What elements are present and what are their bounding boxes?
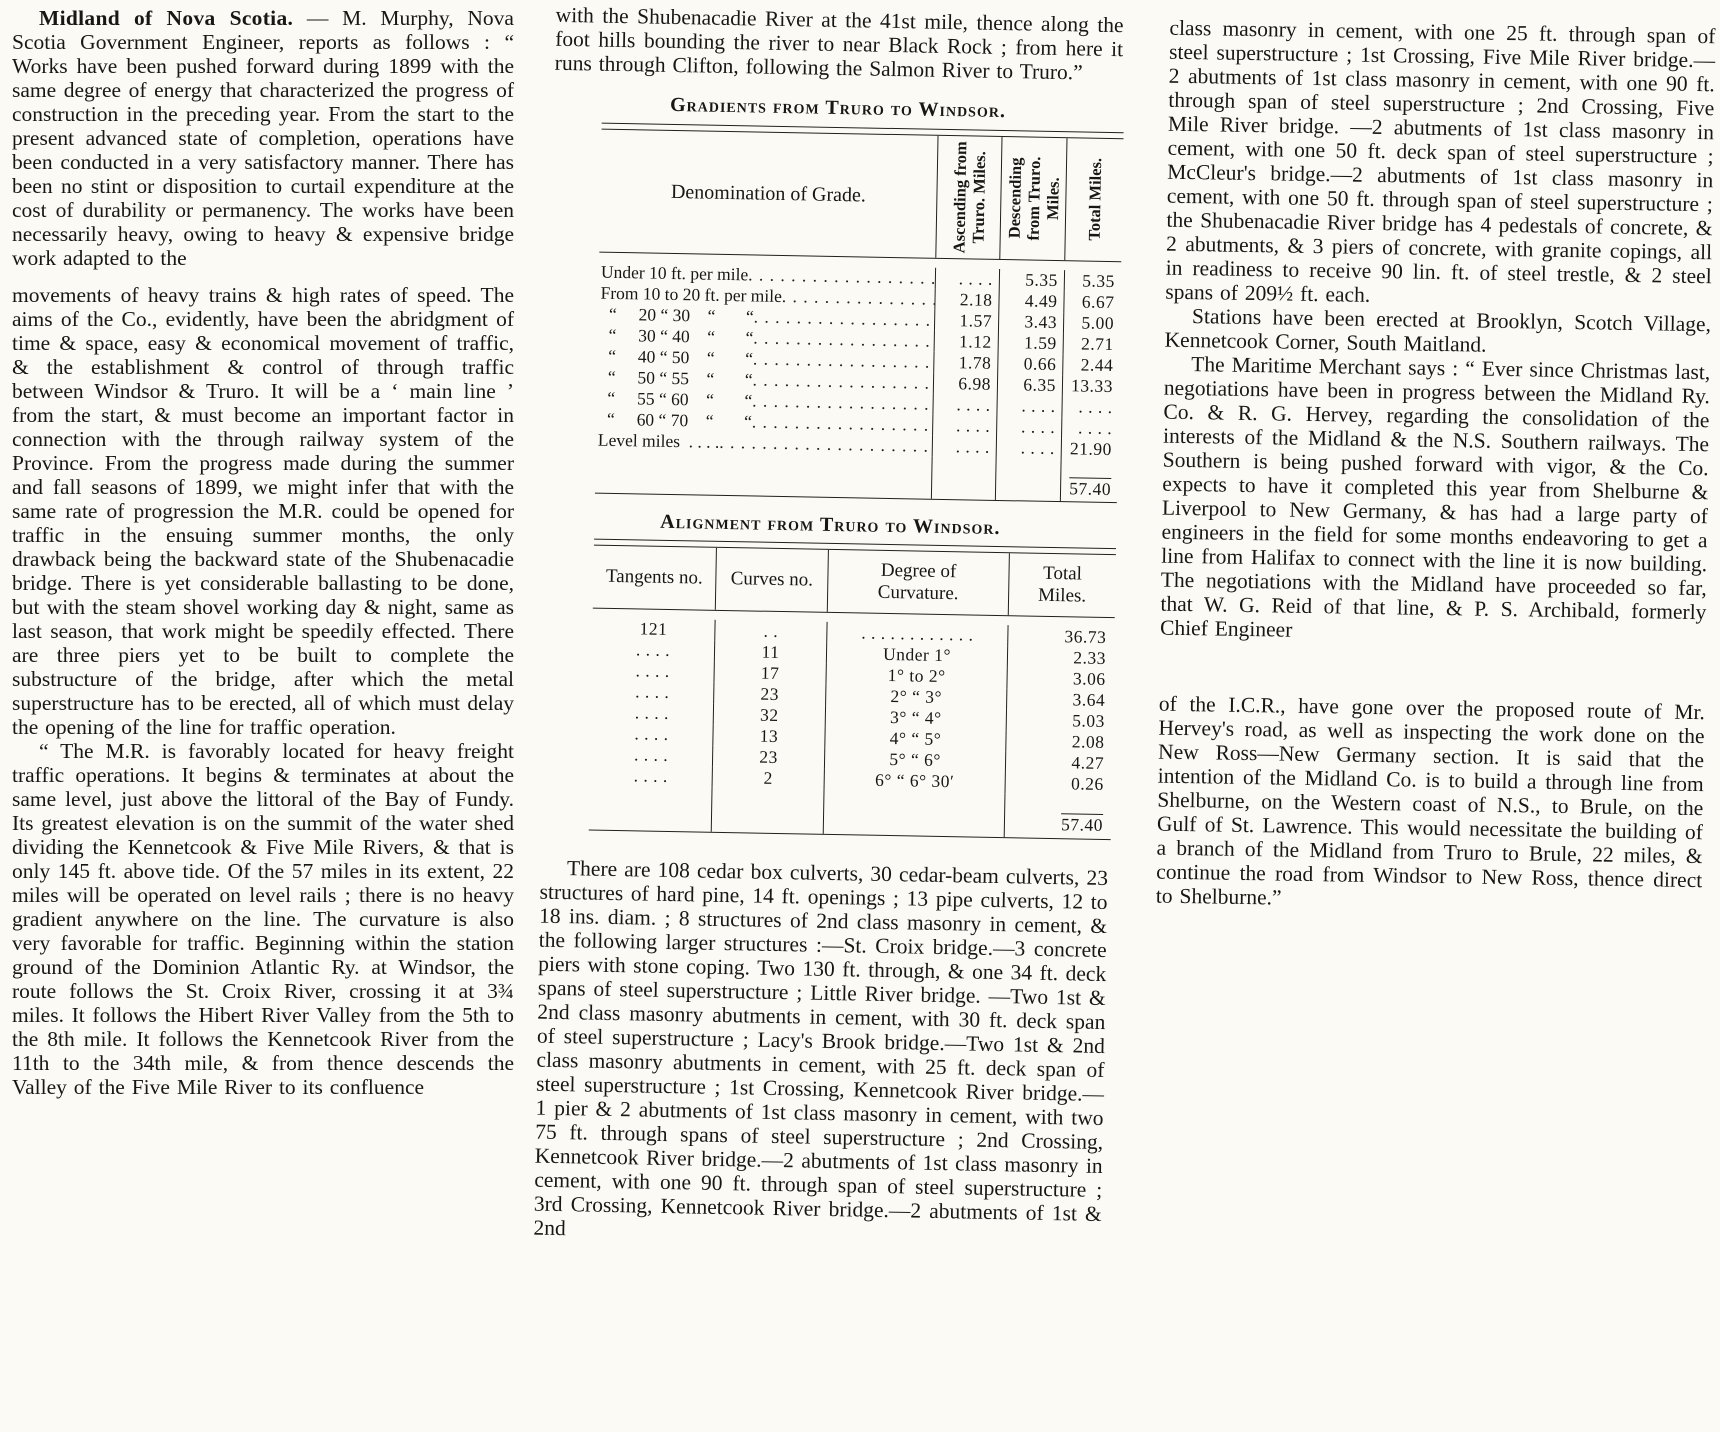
paragraph-intro-text: — M. Murphy, Nova Scotia Government Engineer, reports as follows : “ Works have been pushed forward during 1899 with the same degree of energy that characterized the progress of construction in the preceding year. From the start to the present advanced state of completion, operations have been conducted in a very satisfactory manner. There has been no stint or disposition to curtail expenditure at the cost of durability or permanency. The works have been necessarily heavy, owing to heavy & expensive bridge work adapted to the — [12, 6, 514, 270]
gradients-table-body — [595, 253, 1121, 503]
table-row: . . . . 2 6° “ 6° 30′ 0.26 — [590, 765, 1112, 796]
gradients-table-header — [599, 130, 1123, 263]
header-degree-of-curvature: Degree of Curvature. — [827, 550, 1009, 615]
table-row: . . . . 32 3° “ 4° 5.03 — [591, 702, 1113, 733]
table-row: From 10 to 20 ft. per mile . . . 2.18 4.49 6.67 — [598, 283, 1120, 314]
paragraph-mr-located: “ The M.R. is favorably located for heavy freight traffic operations. It begins & terminates at about the same level, just above the littoral of the Bay of Fundy. Its greatest elevation is on the summit of the water shed dividing the Kennetcook & Five Mile Rivers, & that is only 145 ft. above tide. Of the 57 miles in its extent, 22 miles will be operated on level rails ; there is no heavy gradient anywhere on the line. The curvature is also very favorable for traffic. Beginning within the station ground of the Dominion Atlantic Ry. at Windsor, the route follows the St. Croix River, crossing it at 3¾ miles. It follows the Hibert River Valley from the 5th to the 8th mile. It follows the Kennetcook River from the 11th to the 34th mile, & from thence descends the Valley of the Five Mile River to its confluence — [12, 739, 514, 1099]
header-ascending-miles: Ascending from Truro. Miles. — [935, 136, 1001, 259]
gradients-table-caption: Gradients from Truro to Windsor. — [669, 93, 1007, 123]
table-row: . . . . 11 Under 1° 2.33 — [592, 639, 1114, 670]
article-title: Midland of Nova Scotia. — [39, 6, 294, 30]
paragraph-icr-route: of the I.C.R., have gone over the proposed route of Mr. Hervey's road, as well as inspecting the work done on the New Ross—New Germany section. It is said that the intention of the Midland Co. is to build a through line from Shelburne, on the Western coast of N.S., to Brule, on the Gulf of St. Lawrence. This would necessitate the building of a branch of the Midland from Truro to Brule, 22 miles, & continue the road from Windsor to New Ross, thence direct to Shelburne.” — [1155, 691, 1706, 910]
header-descending-miles: Descending from Truro. Miles. — [999, 137, 1066, 260]
table-row: . . . . 23 2° “ 3° 3.64 — [591, 681, 1113, 712]
header-denomination-of-grade: Denomination of Grade. — [670, 180, 867, 207]
dot-leader — [782, 286, 935, 310]
paragraph-culverts-structures: There are 108 cedar box culverts, 30 cedar-beam culverts, 23 structures of hard pine, 14 ft. openings ; 13 pipe culverts, 12 to 18 ins. diam. ; 8 structures of 2nd class masonry in cement, & the following larger structures :—St. Croix bridge.—3 concrete piers with stone coping. Two 130 ft. through, & one 34 ft. deck spans of steel superstructure ; Little River bridge. —Two 1st & 2nd class masonry abutments in cement, with 30 ft. deck span of steel superstructure ; Lacy's Brook bridge.—Two 1st & 2nd class masonry abutments in cement, with 25 ft. deck span of steel superstructure ; 1st Crossing, Kennetcook River bridge.— 1 pier & 2 abutments of 1st class masonry in cement, with two 75 ft. through spans of steel superstructure ; 2nd Crossing, Kennetcook River bridge.—2 abutments of 1st class masonry in cement, with one 90 ft. through span of steel superstructure ; 3rd Crossing, Kennetcook River bridge.—2 abutments of 1st & 2nd — [533, 856, 1109, 1241]
table-row: “ 20 “ 30 “ “ . . . 1.57 3.43 5.00 — [598, 304, 1120, 335]
alignment-table — [589, 539, 1116, 843]
header-tangents: Tangents no. — [605, 565, 703, 589]
header-total-miles: Total Miles. — [1008, 553, 1116, 617]
header-curves: Curves no. — [715, 548, 828, 612]
table-row: “ 40 “ 50 “ “ . . . 1.78 0.66 2.44 — [597, 346, 1119, 377]
paragraph-stations: Stations have been erected at Brooklyn, Scotch Village, Kennetcook Corner, South Maitland. — [1164, 304, 1712, 357]
table-row: “ 30 “ 40 “ “ . . . 1.12 1.59 2.71 — [598, 325, 1120, 356]
table-row: . . . . 13 4° “ 5° 2.08 — [590, 723, 1112, 754]
paragraph-intro — [12, 6, 514, 270]
paragraph-route-end: with the Shubenacadie River at the 41st mile, thence along the foot hills bounding the river to near Black Rock ; from here it runs through Clifton, following the Salmon River to Truro.” — [554, 2, 1124, 85]
column-left — [12, 0, 514, 1099]
table-row: Level miles . . . . . . . . . . . . . . . 21.90 — [596, 430, 1118, 461]
table-row: “ 50 “ 55 “ “ . . . 6.98 6.35 13.33 — [597, 367, 1119, 398]
paragraph-bridges-continuation: class masonry in cement, with one 25 ft. through span of steel superstructure ; 1st Crossing, Five Mile River bridge.—2 abutments of 1st class masonry in cement, with one 90 ft. through span of steel superstructure ; 2nd Crossing, Five Mile River bridge. —2 abutments of 1st class masonry in cement, with one 50 ft. deck span of steel superstructure ; McCleur's bridge.—2 abutments of 1st class masonry in cement, with one 50 ft. through span of steel superstructure ; the Shubenacadie River bridge has 4 pedestals of concrete, & 2 abutments, & 3 piers of concrete, with granite copings, all in readiness to receive 90 lin. ft. of steel trestle, & 2 steel spans of 209½ ft. each. — [1165, 15, 1716, 307]
header-total-miles: Total Miles. — [1064, 138, 1123, 261]
grand-total: 57.40 — [1060, 814, 1104, 835]
alignment-table-caption: Alignment from Truro to Windsor. — [660, 510, 1001, 540]
grand-total: 57.40 — [1069, 478, 1112, 500]
alignment-table-body — [589, 609, 1115, 840]
gradients-table — [595, 123, 1124, 506]
table-row: “ 55 “ 60 “ “ . . . . . . . . . . . . . . . — [596, 388, 1118, 419]
paragraph-maritime-merchant: The Maritime Merchant says : “ Ever since Christmas last, negotiations have been in progress between the Midland Ry. Co. & R. G. Hervey, regarding the consolidation of the interests of the Midland & the N.S. Southern railways. The Southern is being pushed forward with vigor, & the Co. expects to have it completed this year from Shelburne & Liverpool to New Germany, & has had a large party of engineers in the field for some months endeavoring to get a line from Halifax to connect with the line it is now building. The negotiations with the Midland have proceeded so far, that W. G. Reid of that line, & P. S. Archibald, formerly Chief Engineer — [1159, 352, 1711, 642]
table-row: . . . . 23 5° “ 6° 4.27 — [590, 744, 1112, 775]
alignment-table-header — [593, 546, 1116, 619]
table-row: “ 60 “ 70 “ “ . . . . . . . . . . . . . . . — [596, 409, 1118, 440]
table-row: . . . . 17 1° to 2° 3.06 — [591, 660, 1113, 691]
paragraph-continuation: movements of heavy trains & high rates of speed. The aims of the Co., evidently, have been the abridgment of time & space, easy & economical movement of traffic, & the establishment & control of through traffic between Windsor & Truro. It will be a ‘ main line ’ from the start, & must become an important factor in connection with the through railway system of the Province. From the progress made during the summer and fall seasons of 1899, we might infer that with the same rate of progression the M.R. could be opened for traffic in the ensuing summer months, the only drawback being the backward state of the Shubenacadie bridge. There is yet considerable ballasting to be done, but with the steam shovel working day & night, same as last season, that work might be speedily effected. There are three piers yet to be built to complete the substructure of the bridge, after which the metal superstructure has to be erected, all of which must delay the opening of the line for traffic operation. — [12, 283, 514, 739]
column-middle — [533, 0, 1124, 1250]
table-row: 121 . . . . . . . . . . . . . . 36.73 — [592, 618, 1114, 649]
column-right — [1156, 0, 1716, 916]
table-row: Under 10 ft. per mile . . . . . . . 5.35 5.35 — [599, 262, 1121, 293]
